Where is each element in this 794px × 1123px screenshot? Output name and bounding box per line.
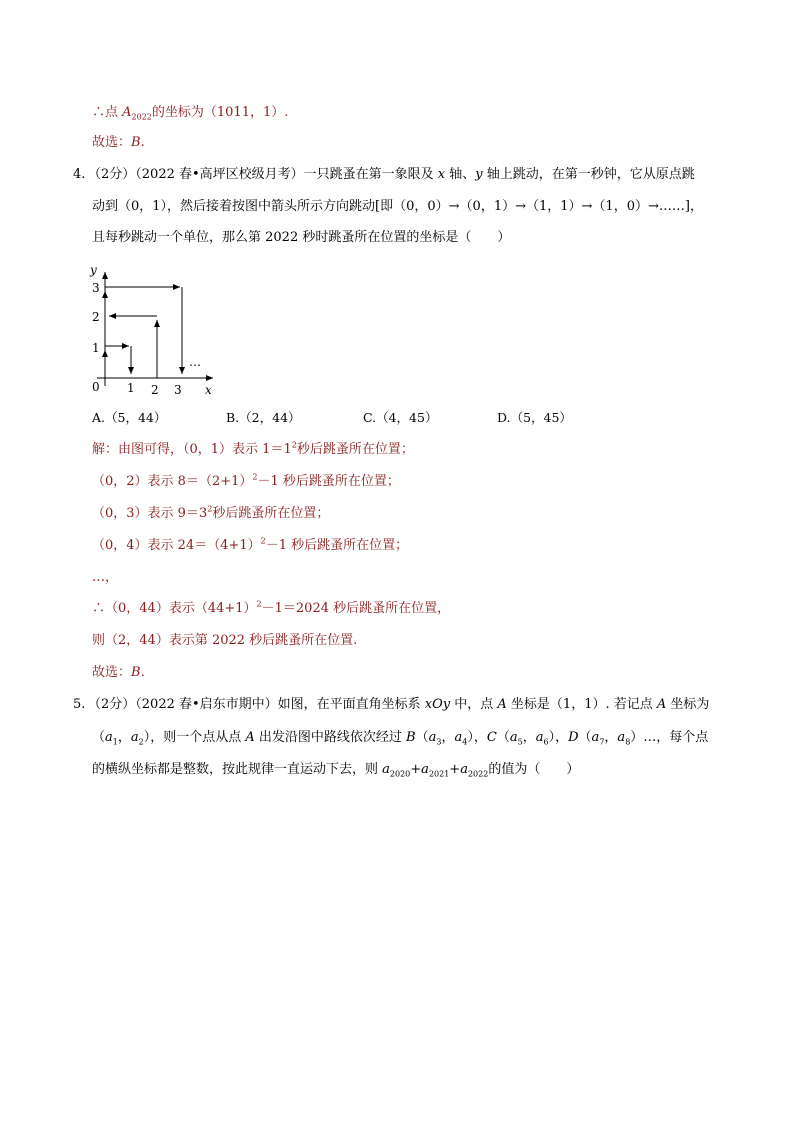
x-tick-3: 3 [174, 383, 182, 397]
y-tick-1: 1 [92, 341, 100, 355]
q5-stem-line1: （2分）（2022 春•启东市期中）如图，在平面直角坐标系 xOy 中，点 A 坐标是（1，1）. 若记点 A 坐标为 [88, 697, 710, 712]
q4-stem-line1: （2分）（2022 春•高坪区校级月考）一只跳蚤在第一象限及 x 轴、y 轴上跳动，在第一秒钟，它从原点跳 [88, 167, 695, 182]
q4-solution-line4: （0，4）表示 $24=(4+1)^2-1$ 秒后跳蚤所在位置； [92, 536, 409, 553]
option-b[interactable]: B.（2，44） [226, 410, 301, 425]
q4-stem-line3: 且每秒跳动一个单位，那么第 2022 秒时跳蚤所在位置的坐标是（ ） [92, 230, 511, 245]
origin-label: 0 [92, 380, 100, 394]
q4-solution-line5: …， [92, 570, 119, 585]
q4-number: 4. [73, 167, 86, 182]
x-tick-2: 2 [151, 383, 159, 397]
q4-answer: 故选：B. [92, 665, 145, 680]
y-tick-3: 3 [92, 281, 100, 295]
y-axis-label: y [90, 263, 97, 277]
y-tick-2: 2 [92, 310, 100, 324]
q4-stem-line2: 动到（0，1），然后接着按图中箭头所示方向跳动[即（0，0）→（0，1）→（1，1）→（1，0）→……]， [92, 199, 703, 214]
q5-stem-line2: （$a_1$，$a_2$），则一个点从点 A 出发沿图中路线依次经过 $B(a_3$，$a_4$），$C(a_5$，$a_6$），$D(a_7$，$a_8)\dots$，每个点 [92, 730, 709, 747]
q5-number: 5. [73, 697, 86, 712]
q4-figure [85, 258, 225, 400]
option-c[interactable]: C.（4，45） [363, 410, 438, 425]
q3-answer: 故选：B. [92, 135, 145, 150]
figure-ellipsis: … [189, 355, 201, 369]
q4-solution-line1: 解：由图可得，（0，1）表示 $1=1^2$秒后跳蚤所在位置； [92, 440, 414, 457]
option-a[interactable]: A.（5，44） [92, 410, 167, 425]
option-d[interactable]: D.（5，45） [497, 410, 572, 425]
x-tick-1: 1 [127, 381, 135, 395]
q3-conclusion: ∴点 $A_{2022}$的坐标为（1011，1）. [92, 105, 289, 122]
q4-solution-line3: （0，3）表示 $9=3^2$秒后跳蚤所在位置； [92, 504, 330, 521]
q5-stem-line3: 的横纵坐标都是整数，按此规律一直运动下去，则 $a_{2020}+a_{2021}+a_{2022}$的值为（ ） [92, 762, 580, 779]
q4-solution-line6: ∴（0，44）表示$(44+1)^2-1=2024$ 秒后跳蚤所在位置， [92, 599, 451, 616]
x-axis-label: x [205, 383, 212, 397]
q4-solution-line7: 则（2，44）表示第 2022 秒后跳蚤所在位置. [92, 633, 358, 648]
q4-solution-line2: （0，2）表示 $8=(2+1)^2-1$ 秒后跳蚤所在位置； [92, 472, 400, 489]
